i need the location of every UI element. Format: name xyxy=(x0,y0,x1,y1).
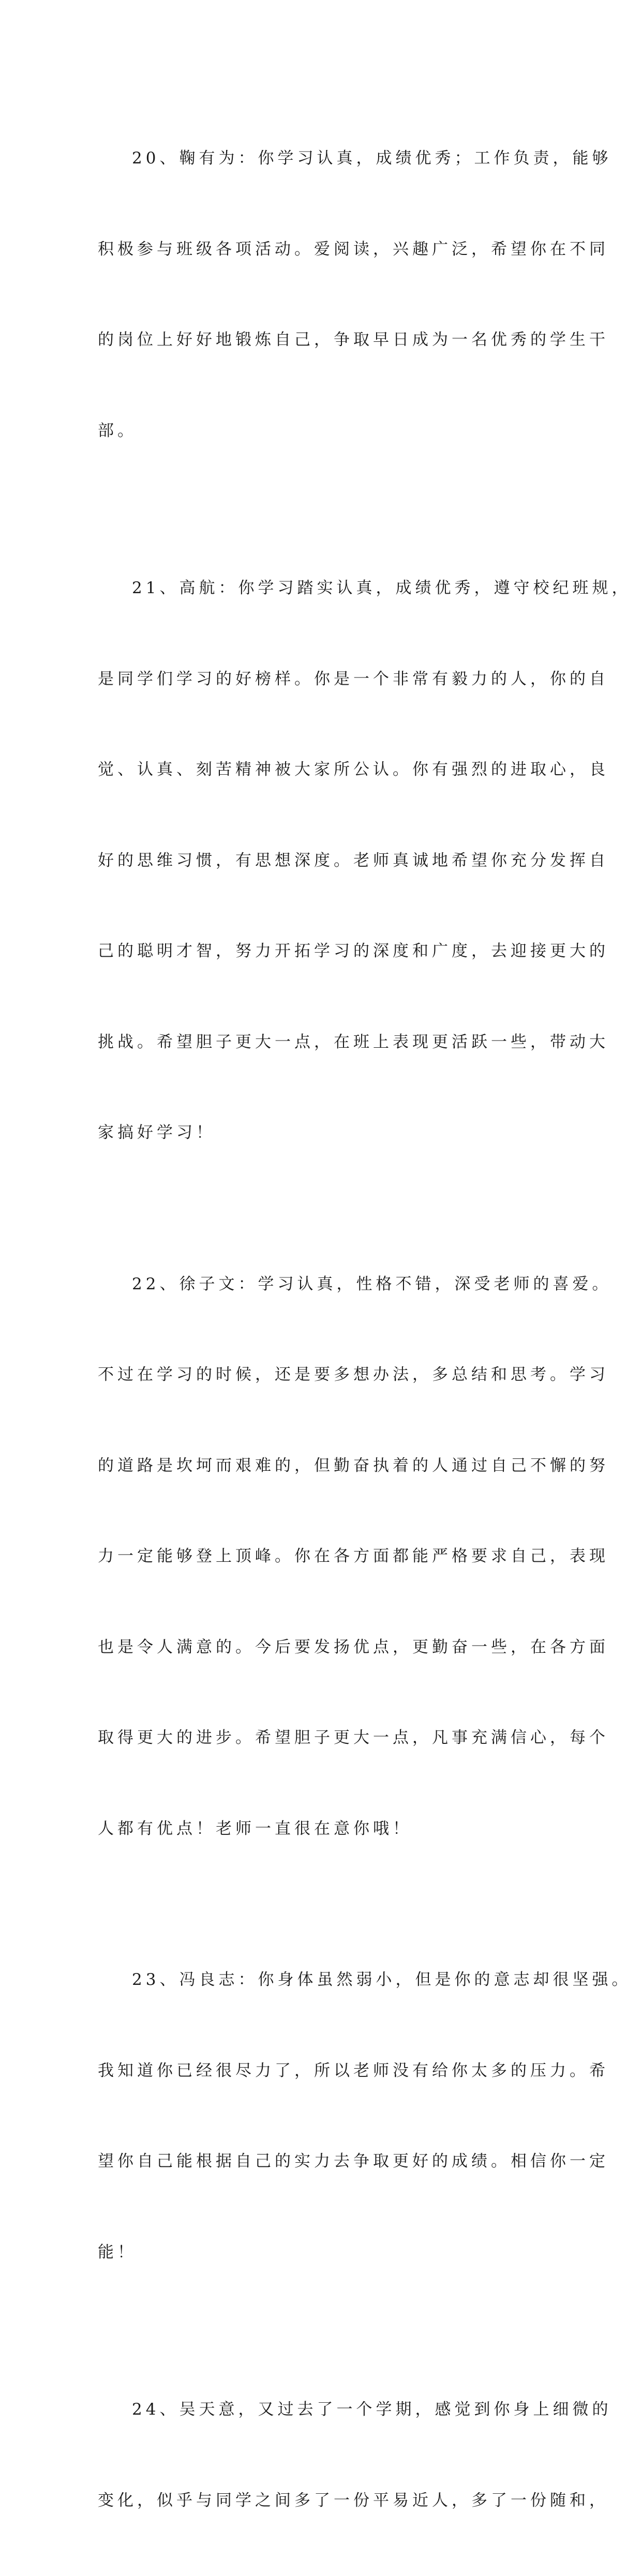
text-line: 不过在学习的时候，还是要多想办法，多总结和思考。学习 xyxy=(98,1365,609,1384)
text-line: 力一定能够登上顶峰。你在各方面都能严格要求自己，表现 xyxy=(98,1547,609,1565)
text-line: 我知道你已经很尽力了，所以老师没有给你太多的压力。希 xyxy=(98,2061,609,2080)
text-line: 也是令人满意的。今后要发扬优点，更勤奋一些，在各方面 xyxy=(98,1637,609,1656)
text-line: 22、徐子文：学习认真，性格不错，深受老师的喜爱。 xyxy=(132,1274,612,1293)
text-line: 的道路是坎坷而艰难的，但勤奋执着的人通过自己不懈的努 xyxy=(98,1456,609,1475)
comment-paragraph-24 xyxy=(98,2334,612,2576)
text-line: 变化，似乎与同学之间多了一份平易近人，多了一份随和， xyxy=(98,2491,609,2510)
text-line: 积极参与班级各项活动。爱阅读，兴趣广泛，希望你在不同 xyxy=(98,239,609,259)
text-line: 人都有优点！老师一直很在意你哦！ xyxy=(98,1819,412,1838)
text-line: 己的聪明才智，努力开拓学习的深度和广度，去迎接更大的 xyxy=(98,942,609,960)
text-line: 的岗位上好好地锻炼自己，争取早日成为一名优秀的学生干 xyxy=(98,330,609,349)
text-line: 能！ xyxy=(98,2242,137,2262)
comment-paragraph-20 xyxy=(98,83,612,506)
comment-paragraph-23 xyxy=(98,1904,632,2328)
comment-paragraph-21 xyxy=(98,513,632,1209)
text-line: 是同学们学习的好榜样。你是一个非常有毅力的人，你的自 xyxy=(98,669,609,688)
text-line: 21、高航：你学习踏实认真，成绩优秀，遵守校纪班规， xyxy=(132,579,632,597)
text-line: 好的思维习惯，有思想深度。老师真诚地希望你充分发挥自 xyxy=(98,851,609,870)
text-line: 望你自己能根据自己的实力去争取更好的成绩。相信你一定 xyxy=(98,2152,609,2171)
text-line: 24、吴天意，又过去了一个学期，感觉到你身上细微的 xyxy=(132,2400,612,2419)
document-body xyxy=(98,83,632,2576)
text-line: 23、冯良志：你身体虽然弱小，但是你的意志却很坚强。 xyxy=(132,1970,632,1989)
text-line: 取得更大的进步。希望胆子更大一点，凡事充满信心，每个 xyxy=(98,1728,609,1747)
comment-paragraph-22 xyxy=(98,1209,612,1905)
text-line: 20、鞠有为：你学习认真，成绩优秀；工作负责，能够 xyxy=(132,149,612,168)
text-line: 部。 xyxy=(98,421,137,440)
text-line: 家搞好学习！ xyxy=(98,1123,216,1142)
text-line: 觉、认真、刻苦精神被大家所公认。你有强烈的进取心，良 xyxy=(98,760,609,779)
text-line: 挑战。希望胆子更大一点，在班上表现更活跃一些，带动大 xyxy=(98,1032,609,1051)
